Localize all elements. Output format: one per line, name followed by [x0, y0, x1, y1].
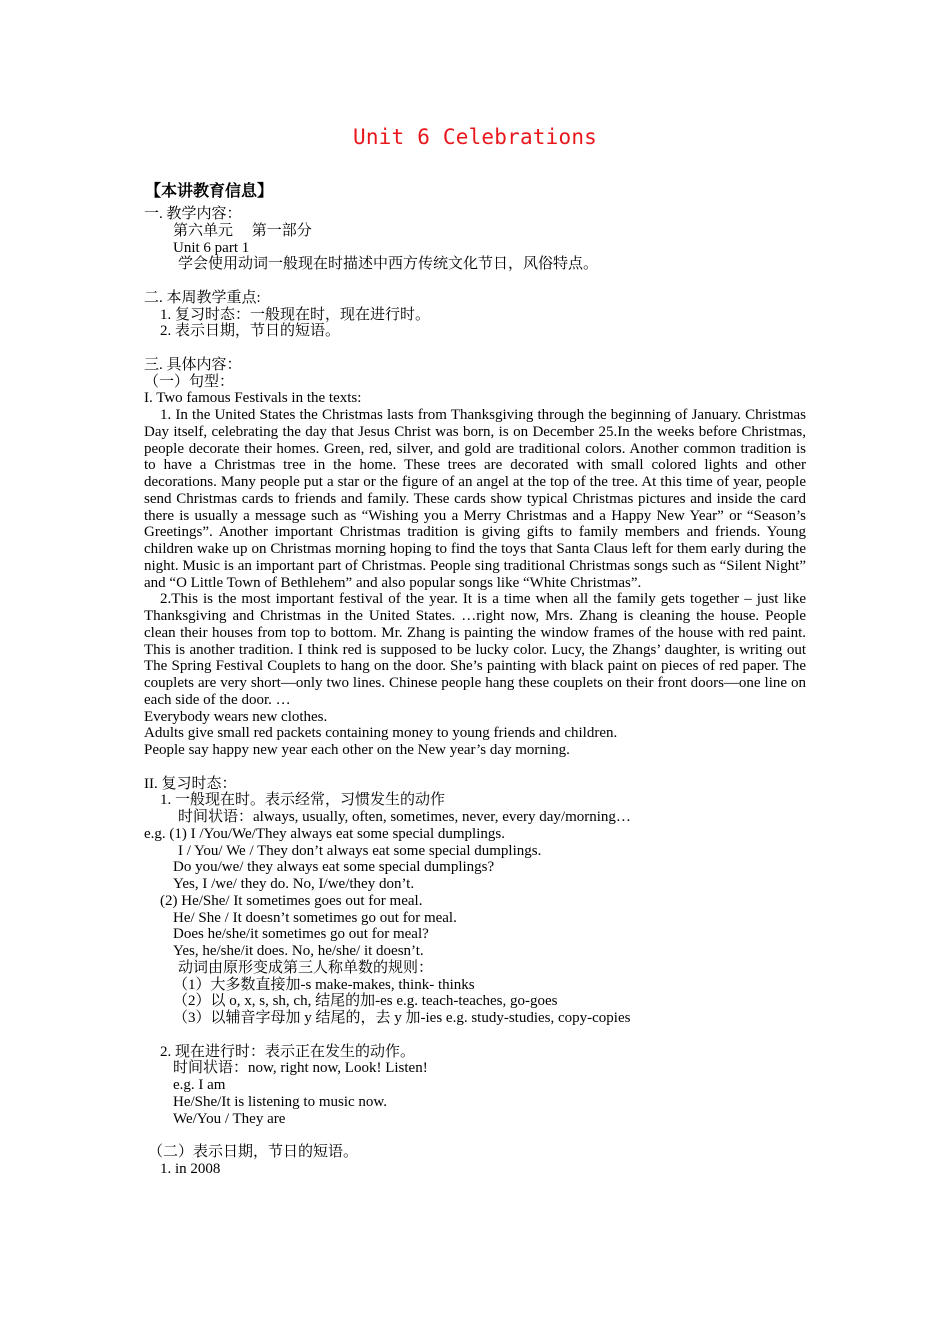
tense1-heading: 1. 一般现在时。表示经常，习惯发生的动作 [160, 792, 446, 809]
s2-item1: 1. 复习时态：一般现在时，现在进行时。 [160, 306, 431, 323]
s3-sub1: （一）句型： [144, 373, 235, 390]
example2-question: Does he/she/it sometimes go out for meal? [173, 926, 429, 943]
s1-line2: Unit 6 part 1 [173, 239, 250, 256]
tense2-adverbs: 时间状语：now, right now, Look! Listen! [173, 1060, 428, 1077]
s1-heading: 一. 教学内容： [144, 206, 242, 222]
rule-2: （2）以 o, x, s, sh, ch, 结尾的加-es e.g. teach-teaches, go-goes [173, 993, 558, 1010]
document-body [144, 206, 806, 1178]
example2-negative: He/ She / It doesn’t sometimes go out for meal. [173, 909, 457, 926]
example1-answer: Yes, I /we/ they do. No, I/we/they don’t. [173, 876, 415, 892]
rule-heading: 动词由原形变成第三人称单数的规则： [178, 959, 434, 976]
s2-heading: 二. 本周教学重点: [144, 289, 261, 306]
s3-roman1: I. Two famous Festivals in the texts: [144, 390, 362, 407]
s3-sub2: （二）表示日期，节日的短语。 [148, 1144, 359, 1160]
date-phrase-1: 1. in 2008 [160, 1160, 221, 1177]
rule-1: （1）大多数直接加-s make-makes, think- thinks [173, 976, 475, 993]
section-header: 【本讲教育信息】 [145, 181, 274, 200]
paragraph-spring-festival: 2.This is the most important festival of the year. It is a time when all the family gets together – just like Thanksgiving and Christmas in the United States. …right now, Mrs. Zhang is cleaning the house. People clean their houses from top to bottom. Mr. Zhang is painting the window frames of the house with red paint. This is another tradition. I think red is supposed to be lucky color. Lucy, the Zhangs’ daughter, is writing out The Spring Festival Couplets to hang on the door. She’s painting with black paint on pieces of red paper. The couplets are very short—only two lines. Chinese people hang these couplets on their front doors—one line on each side of the door. … [144, 591, 806, 708]
rule-3: （3）以辅音字母加 y 结尾的，去 y 加-ies e.g. study-studies, copy-copies [173, 1010, 631, 1026]
tense2-example1: e.g. I am [173, 1077, 226, 1093]
s3-heading: 三. 具体内容： [144, 356, 242, 373]
line-clothes: Everybody wears new clothes. [144, 708, 328, 725]
tense1-adverbs: 时间状语：always, usually, often, sometimes, never, every day/morning… [178, 809, 631, 825]
line-red-packets: Adults give small red packets containing money to young friends and children. [144, 725, 618, 742]
example1: e.g. (1) I /You/We/They always eat some special dumplings. [144, 825, 505, 842]
s3-roman2: II. 复习时态： [144, 775, 237, 792]
example1-question: Do you/we/ they always eat some special dumplings? [173, 859, 495, 876]
s2-item2: 2. 表示日期，节日的短语。 [160, 323, 341, 340]
page-title: Unit 6 Celebrations [352, 125, 598, 149]
line-new-year: People say happy new year each other on the New year’s day morning. [144, 742, 570, 758]
tense2-heading: 2. 现在进行时：表示正在发生的动作。 [160, 1043, 416, 1060]
paragraph-christmas: 1. In the United States the Christmas lasts from Thanksgiving through the beginning of January. Christmas Day itself, celebrating the day that Jesus Christ was born, is on December 25.In the weeks before Christmas, people decorate their homes. Green, red, silver, and gold are traditional colors. Another common tradition is to have a Christmas tree in the home. These trees are decorated with small colored lights and other decorations. Many people put a star or the figure of an angel at the top of the tree. At this time of year, people send Christmas cards to friends and family. These cards show typical Christmas pictures and inside the card there is usually a message such as “Wishing you a Merry Christmas and a Happy New Year” or “Season’s Greetings”. Another important Christmas tradition is giving gifts to family members and friends. Young children wake up on Christmas morning hoping to find the toys that Santa Claus left for them early during the night. Music is an important part of Christmas. People sing traditional Christmas songs such as “Silent Night” and “O Little Town of Bethlehem” and also popular songs like “White Christmas”. [144, 407, 806, 591]
tense2-example3: We/You / They are [173, 1110, 286, 1127]
tense2-example2: He/She/It is listening to music now. [173, 1093, 388, 1110]
example2: (2) He/She/ It sometimes goes out for meal. [160, 892, 423, 909]
s1-line1: 第六单元 第一部分 [173, 222, 312, 239]
example2-answer: Yes, he/she/it does. No, he/she/ it doesn’t. [173, 943, 424, 959]
example1-negative: I / You/ We / They don’t always eat some special dumplings. [178, 842, 542, 859]
s1-line3: 学会使用动词一般现在时描述中西方传统文化节日，风俗特点。 [178, 256, 599, 273]
